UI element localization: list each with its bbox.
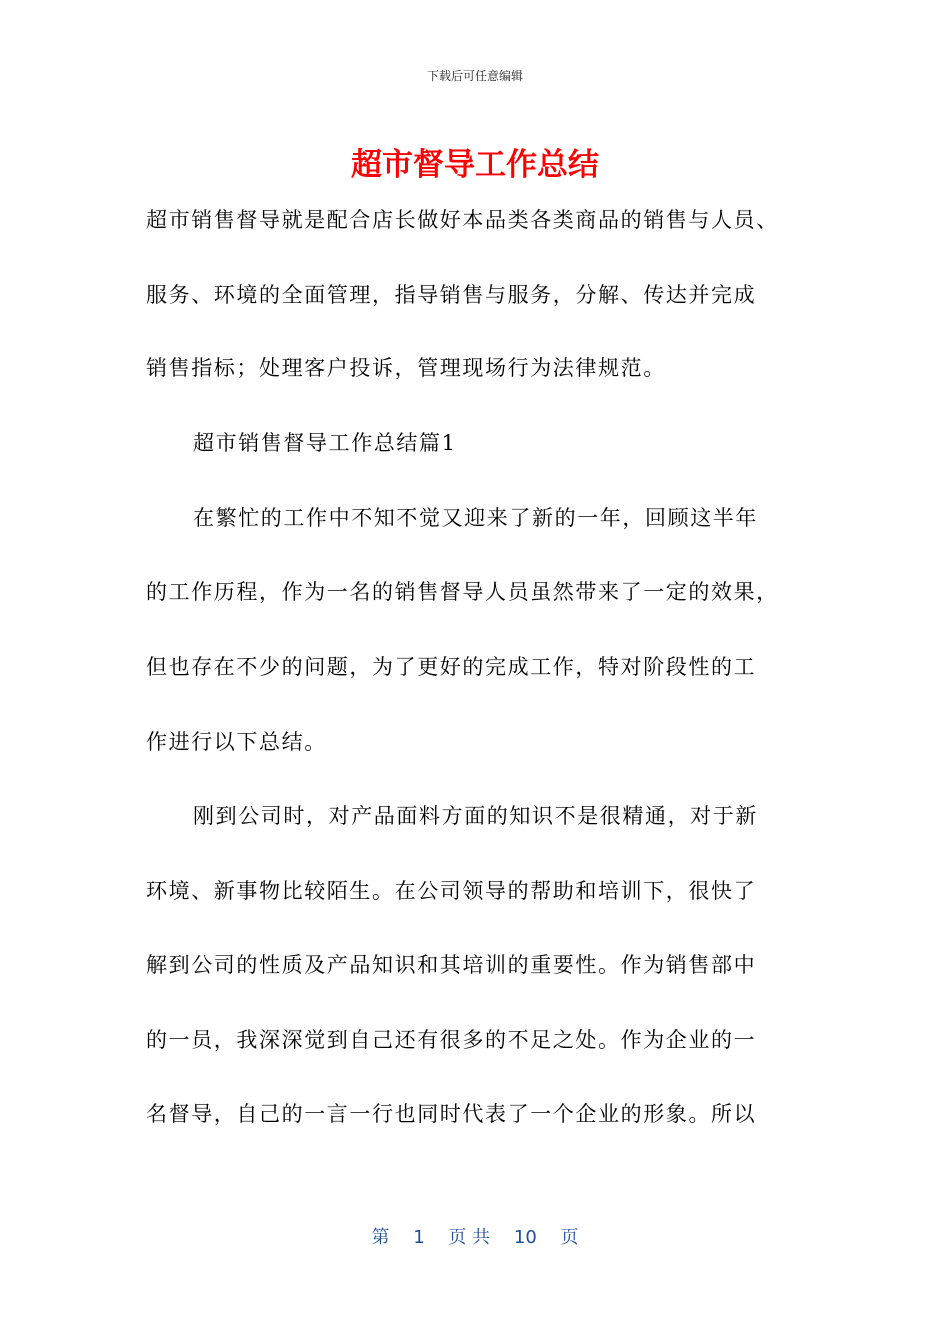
body-line: 名督导，自己的一言一行也同时代表了一个企业的形象。所以: [146, 1102, 757, 1126]
body-line: 刚到公司时，对产品面料方面的知识不是很精通，对于新: [193, 804, 758, 828]
body-line: 作进行以下总结。: [146, 730, 327, 754]
body-line: 环境、新事物比较陌生。在公司领导的帮助和培训下，很快了: [146, 879, 757, 903]
footer-prefix: 第: [371, 1227, 390, 1248]
footer-suffix: 页: [560, 1227, 579, 1248]
body-line: 在繁忙的工作中不知不觉又迎来了新的一年，回顾这半年: [193, 506, 758, 530]
body-line: 但也存在不少的问题，为了更好的完成工作，特对阶段性的工: [146, 655, 757, 679]
current-page-number: 1: [413, 1227, 425, 1248]
section-heading: 超市销售督导工作总结篇1: [193, 431, 457, 455]
body-line: 解到公司的性质及产品知识和其培训的重要性。作为销售部中: [146, 953, 757, 977]
header-note: 下载后可任意编辑: [426, 69, 523, 83]
footer-middle: 页 共: [448, 1227, 491, 1248]
body-line: 超市销售督导就是配合店长做好本品类各类商品的销售与人员、: [146, 208, 779, 232]
page-footer: [0, 1225, 950, 1251]
body-line: 的工作历程，作为一名的销售督导人员虽然带来了一定的效果，: [146, 580, 779, 604]
total-pages-number: 10: [513, 1227, 537, 1248]
body-line: 服务、环境的全面管理，指导销售与服务，分解、传达并完成: [146, 283, 757, 307]
document-title: 超市督导工作总结: [351, 147, 599, 183]
body-line: 的一员，我深深觉到自己还有很多的不足之处。作为企业的一: [146, 1028, 757, 1052]
body-line: 销售指标；处理客户投诉，管理现场行为法律规范。: [146, 356, 666, 380]
